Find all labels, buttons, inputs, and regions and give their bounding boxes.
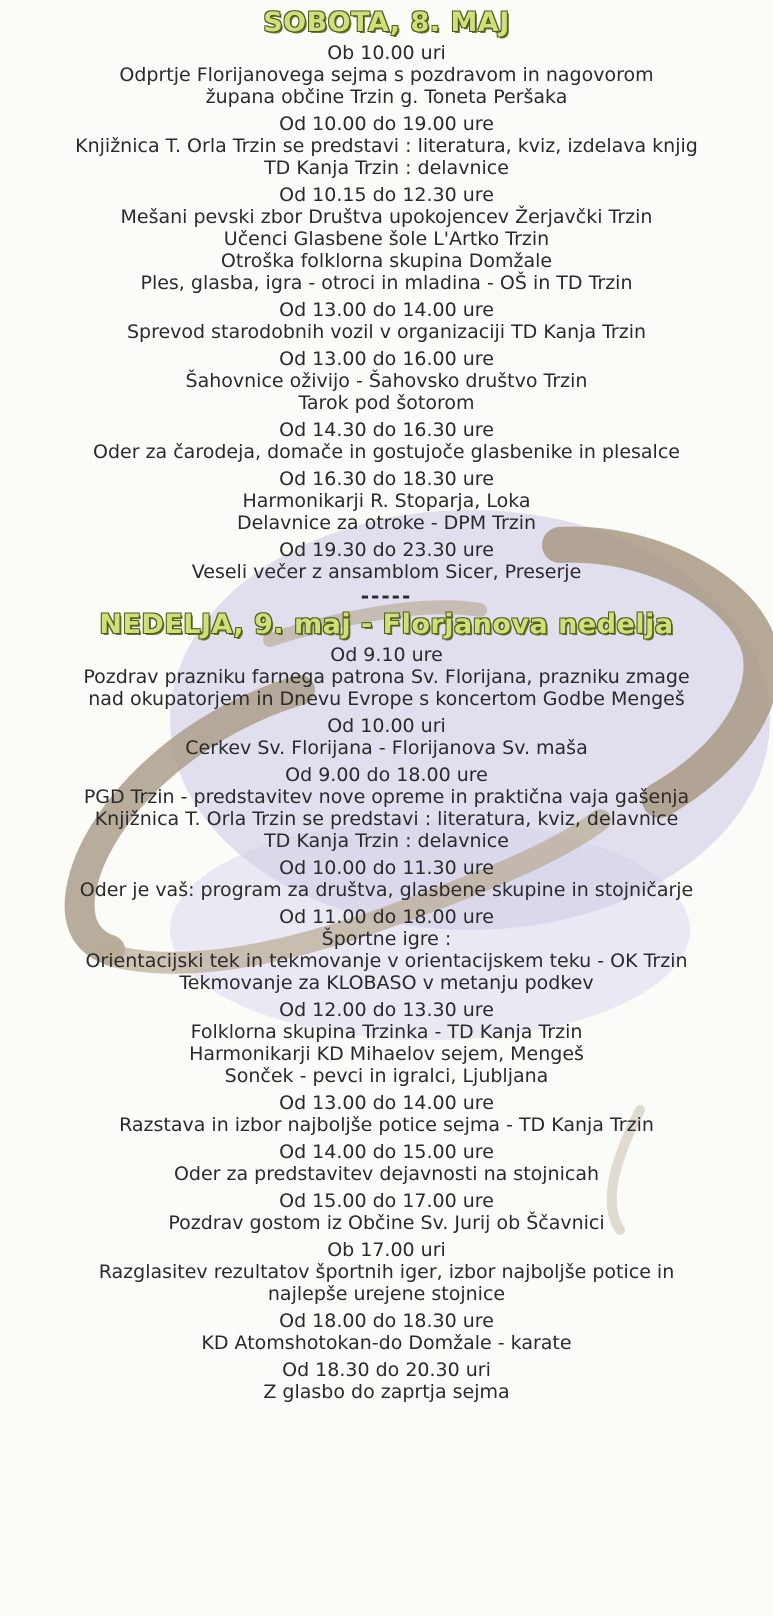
schedule-event	[0, 468, 773, 534]
schedule-event	[0, 42, 773, 108]
event-description: Z glasbo do zaprtja sejma	[263, 1381, 510, 1403]
schedule-event	[0, 1310, 773, 1354]
event-description: Oder za čarodeja, domače in gostujoče glasbenike in plesalce	[93, 441, 680, 463]
schedule-event	[0, 539, 773, 583]
event-description: Knjižnica T. Orla Trzin se predstavi : literatura, kviz, izdelava knjig	[75, 135, 698, 157]
schedule-event	[0, 857, 773, 901]
event-time: Od 12.00 do 13.30 ure	[279, 999, 494, 1021]
event-description: Razglasitev rezultatov športnih iger, izbor najboljše potice in	[98, 1261, 675, 1283]
event-description: Športne igre :	[321, 928, 452, 950]
event-description: Folklorna skupina Trzinka - TD Kanja Trzin	[190, 1021, 583, 1043]
event-time: Od 18.30 do 20.30 uri	[282, 1359, 491, 1381]
event-description: nad okupatorjem in Dnevu Evrope s koncertom Godbe Mengeš	[88, 688, 685, 710]
event-description: Veseli večer z ansamblom Sicer, Preserje	[191, 561, 582, 583]
event-description: Cerkev Sv. Florijana - Florijanova Sv. maša	[185, 737, 588, 759]
day-header: NEDELJA, 9. maj - Florjanova nedelja	[99, 609, 674, 640]
schedule-event	[0, 999, 773, 1087]
event-time: Ob 10.00 uri	[327, 42, 446, 64]
event-time: Od 9.00 do 18.00 ure	[285, 764, 488, 786]
event-time: Od 13.00 do 16.00 ure	[279, 348, 494, 370]
event-description: Harmonikarji R. Stoparja, Loka	[242, 490, 531, 512]
event-description: Delavnice za otroke - DPM Trzin	[236, 512, 537, 534]
event-description: Ples, glasba, igra - otroci in mladina - OŠ in TD Trzin	[140, 272, 633, 294]
event-time: Od 10.00 do 11.30 ure	[279, 857, 494, 879]
schedule-event	[0, 715, 773, 759]
event-description: Odprtje Florijanovega sejma s pozdravom in nagovorom	[119, 64, 654, 86]
schedule-event	[0, 906, 773, 994]
event-time: Od 16.30 do 18.30 ure	[279, 468, 494, 490]
event-description: Mešani pevski zbor Društva upokojencev Žerjavčki Trzin	[120, 206, 653, 228]
event-time: Od 13.00 do 14.00 ure	[279, 1092, 494, 1114]
schedule-event	[0, 1359, 773, 1403]
event-description: Otroška folklorna skupina Domžale	[220, 250, 553, 272]
schedule-event	[0, 419, 773, 463]
event-time: Od 10.15 do 12.30 ure	[279, 184, 494, 206]
schedule-event	[0, 644, 773, 710]
event-description: Sonček - pevci in igralci, Ljubljana	[224, 1065, 549, 1087]
day-separator: -----	[360, 584, 413, 608]
event-description: Sprevod starodobnih vozil v organizaciji TD Kanja Trzin	[126, 321, 647, 343]
schedule-event	[0, 299, 773, 343]
event-description: KD Atomshotokan-do Domžale - karate	[201, 1332, 572, 1354]
schedule-event	[0, 1239, 773, 1305]
event-time: Od 9.10 ure	[330, 644, 443, 666]
event-time: Od 11.00 do 18.00 ure	[279, 906, 494, 928]
event-time: Od 19.30 do 23.30 ure	[279, 539, 494, 561]
event-description: Oder je vaš: program za društva, glasbene skupine in stojničarje	[79, 879, 694, 901]
schedule-event	[0, 348, 773, 414]
event-description: Orientacijski tek in tekmovanje v orientacijskem teku - OK Trzin	[85, 950, 688, 972]
event-time: Od 14.30 do 16.30 ure	[279, 419, 494, 441]
event-description: Knjižnica T. Orla Trzin se predstavi : literatura, kviz, delavnice	[94, 808, 679, 830]
schedule-event	[0, 764, 773, 852]
event-description: Tarok pod šotorom	[298, 392, 475, 414]
schedule-event	[0, 1190, 773, 1234]
event-time: Od 14.00 do 15.00 ure	[279, 1141, 494, 1163]
event-description: Oder za predstavitev dejavnosti na stojnicah	[173, 1163, 600, 1185]
day-header: SOBOTA, 8. MAJ	[263, 7, 510, 38]
event-description: PGD Trzin - predstavitev nove opreme in praktična vaja gašenja	[83, 786, 690, 808]
event-description: TD Kanja Trzin : delavnice	[264, 830, 509, 852]
event-time: Od 10.00 uri	[327, 715, 446, 737]
event-description: Razstava in izbor najboljše potice sejma - TD Kanja Trzin	[119, 1114, 654, 1136]
schedule-event	[0, 1092, 773, 1136]
schedule-event	[0, 1141, 773, 1185]
schedule-event	[0, 184, 773, 294]
event-description: Učenci Glasbene šole L'Artko Trzin	[223, 228, 550, 250]
event-description: Pozdrav prazniku farnega patrona Sv. Florijana, prazniku zmage	[83, 666, 690, 688]
event-description: najlepše urejene stojnice	[267, 1283, 506, 1305]
event-description: župana občine Trzin g. Toneta Peršaka	[205, 86, 568, 108]
schedule-event	[0, 113, 773, 179]
event-time: Od 18.00 do 18.30 ure	[279, 1310, 494, 1332]
event-description: Šahovnice oživijo - Šahovsko društvo Trzin	[185, 370, 588, 392]
event-time: Od 13.00 do 14.00 ure	[279, 299, 494, 321]
event-time: Od 10.00 do 19.00 ure	[279, 113, 494, 135]
event-time: Od 15.00 do 17.00 ure	[279, 1190, 494, 1212]
event-description: Tekmovanje za KLOBASO v metanju podkev	[179, 972, 594, 994]
event-description: Pozdrav gostom iz Občine Sv. Jurij ob Ščavnici	[168, 1212, 605, 1234]
event-description: Harmonikarji KD Mihaelov sejem, Mengeš	[189, 1043, 584, 1065]
event-time: Ob 17.00 uri	[327, 1239, 446, 1261]
event-description: TD Kanja Trzin : delavnice	[264, 157, 509, 179]
